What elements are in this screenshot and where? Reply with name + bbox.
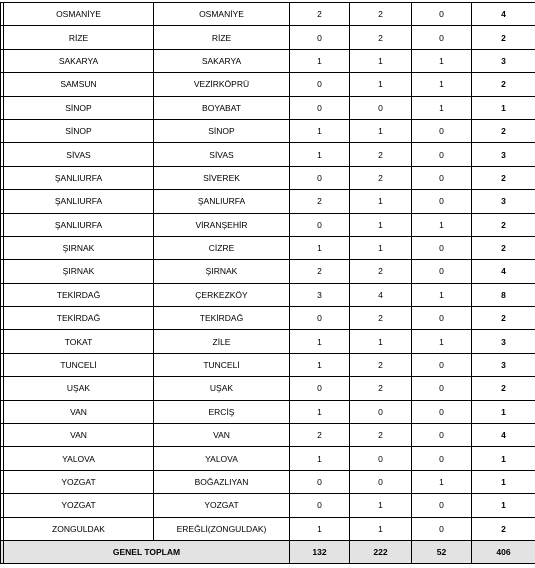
cell-col1: 1 bbox=[290, 236, 350, 259]
cell-col2: 1 bbox=[350, 236, 412, 259]
cell-il: OSMANİYE bbox=[4, 3, 154, 26]
cell-col1: 3 bbox=[290, 283, 350, 306]
table-row bbox=[1, 353, 535, 376]
cell-col1: 1 bbox=[290, 330, 350, 353]
cell-il: TUNCELİ bbox=[4, 353, 154, 376]
cell-col3: 0 bbox=[412, 424, 472, 447]
cell-ilce: YOZGAT bbox=[154, 494, 290, 517]
table-row bbox=[1, 307, 535, 330]
cell-il: VAN bbox=[4, 424, 154, 447]
cell-col3: 0 bbox=[412, 260, 472, 283]
total-grand: 406 bbox=[472, 540, 535, 563]
cell-il: VAN bbox=[4, 400, 154, 423]
table-row bbox=[1, 119, 535, 142]
cell-ilce: SİNOP bbox=[154, 119, 290, 142]
cell-col3: 1 bbox=[412, 73, 472, 96]
cell-il: UŞAK bbox=[4, 377, 154, 400]
table-row bbox=[1, 96, 535, 119]
cell-ilce: SİVAS bbox=[154, 143, 290, 166]
cell-total: 4 bbox=[472, 260, 535, 283]
cell-total: 1 bbox=[472, 400, 535, 423]
cell-col3: 0 bbox=[412, 377, 472, 400]
total-col3: 52 bbox=[412, 540, 472, 563]
cell-ilce: TEKİRDAĞ bbox=[154, 307, 290, 330]
table-row bbox=[1, 190, 535, 213]
cell-il: YOZGAT bbox=[4, 470, 154, 493]
cell-col3: 0 bbox=[412, 400, 472, 423]
cell-ilce: TUNCELİ bbox=[154, 353, 290, 376]
cell-col3: 1 bbox=[412, 283, 472, 306]
cell-ilce: CİZRE bbox=[154, 236, 290, 259]
cell-col3: 0 bbox=[412, 447, 472, 470]
cell-col2: 1 bbox=[350, 213, 412, 236]
cell-il: TEKİRDAĞ bbox=[4, 307, 154, 330]
table-row bbox=[1, 73, 535, 96]
cell-il: ŞIRNAK bbox=[4, 236, 154, 259]
cell-col1: 0 bbox=[290, 26, 350, 49]
cell-col2: 1 bbox=[350, 190, 412, 213]
cell-col2: 0 bbox=[350, 400, 412, 423]
cell-col2: 2 bbox=[350, 260, 412, 283]
cell-total: 8 bbox=[472, 283, 535, 306]
table-row bbox=[1, 400, 535, 423]
cell-col3: 1 bbox=[412, 96, 472, 119]
cell-il: ŞANLIURFA bbox=[4, 166, 154, 189]
cell-ilce: ZİLE bbox=[154, 330, 290, 353]
cell-col1: 0 bbox=[290, 307, 350, 330]
cell-ilce: ERCİŞ bbox=[154, 400, 290, 423]
cell-col2: 1 bbox=[350, 517, 412, 540]
cell-il: YOZGAT bbox=[4, 494, 154, 517]
cell-col2: 2 bbox=[350, 353, 412, 376]
cell-col1: 0 bbox=[290, 73, 350, 96]
cell-ilce: BOYABAT bbox=[154, 96, 290, 119]
cell-il: SİVAS bbox=[4, 143, 154, 166]
cell-col2: 2 bbox=[350, 377, 412, 400]
cell-col2: 0 bbox=[350, 447, 412, 470]
cell-col1: 2 bbox=[290, 424, 350, 447]
cell-col3: 0 bbox=[412, 190, 472, 213]
cell-col1: 1 bbox=[290, 447, 350, 470]
cell-col1: 1 bbox=[290, 119, 350, 142]
cell-ilce: VİRANŞEHİR bbox=[154, 213, 290, 236]
cell-col2: 1 bbox=[350, 330, 412, 353]
cell-il: TEKİRDAĞ bbox=[4, 283, 154, 306]
table-row bbox=[1, 26, 535, 49]
total-col2: 222 bbox=[350, 540, 412, 563]
cell-ilce: SİVEREK bbox=[154, 166, 290, 189]
cell-il: SAMSUN bbox=[4, 73, 154, 96]
cell-col2: 1 bbox=[350, 494, 412, 517]
cell-col2: 2 bbox=[350, 26, 412, 49]
cell-col1: 0 bbox=[290, 494, 350, 517]
cell-ilce: VAN bbox=[154, 424, 290, 447]
table-row bbox=[1, 494, 535, 517]
cell-total: 3 bbox=[472, 49, 535, 72]
cell-ilce: OSMANİYE bbox=[154, 3, 290, 26]
cell-total: 1 bbox=[472, 470, 535, 493]
table-row bbox=[1, 143, 535, 166]
table-body bbox=[1, 3, 535, 541]
table-row bbox=[1, 447, 535, 470]
cell-il: ŞIRNAK bbox=[4, 260, 154, 283]
table-row bbox=[1, 213, 535, 236]
cell-il: YALOVA bbox=[4, 447, 154, 470]
cell-total: 2 bbox=[472, 213, 535, 236]
cell-col3: 1 bbox=[412, 213, 472, 236]
cell-col1: 0 bbox=[290, 470, 350, 493]
cell-col1: 2 bbox=[290, 260, 350, 283]
cell-il: TOKAT bbox=[4, 330, 154, 353]
cell-total: 3 bbox=[472, 143, 535, 166]
table-row bbox=[1, 236, 535, 259]
cell-col1: 0 bbox=[290, 377, 350, 400]
cell-col1: 0 bbox=[290, 213, 350, 236]
cell-total: 2 bbox=[472, 119, 535, 142]
cell-ilce: YALOVA bbox=[154, 447, 290, 470]
total-row bbox=[1, 540, 535, 563]
total-label: GENEL TOPLAM bbox=[4, 540, 290, 563]
cell-col1: 2 bbox=[290, 190, 350, 213]
cell-col2: 0 bbox=[350, 96, 412, 119]
cell-col1: 1 bbox=[290, 517, 350, 540]
cell-col3: 0 bbox=[412, 166, 472, 189]
cell-col3: 0 bbox=[412, 353, 472, 376]
cell-ilce: VEZİRKÖPRÜ bbox=[154, 73, 290, 96]
cell-col2: 1 bbox=[350, 49, 412, 72]
cell-col2: 2 bbox=[350, 3, 412, 26]
table-row bbox=[1, 470, 535, 493]
cell-total: 1 bbox=[472, 96, 535, 119]
cell-total: 2 bbox=[472, 26, 535, 49]
cell-col3: 1 bbox=[412, 470, 472, 493]
cell-col3: 0 bbox=[412, 143, 472, 166]
cell-col1: 1 bbox=[290, 143, 350, 166]
cell-total: 2 bbox=[472, 517, 535, 540]
cell-il: ŞANLIURFA bbox=[4, 190, 154, 213]
cell-col2: 2 bbox=[350, 166, 412, 189]
cell-ilce: ŞANLIURFA bbox=[154, 190, 290, 213]
table-row bbox=[1, 49, 535, 72]
cell-total: 3 bbox=[472, 353, 535, 376]
cell-total: 1 bbox=[472, 494, 535, 517]
cell-il: RİZE bbox=[4, 26, 154, 49]
cell-col1: 1 bbox=[290, 353, 350, 376]
cell-il: SİNOP bbox=[4, 119, 154, 142]
cell-ilce: SAKARYA bbox=[154, 49, 290, 72]
cell-col2: 0 bbox=[350, 470, 412, 493]
cell-col2: 2 bbox=[350, 424, 412, 447]
total-col1: 132 bbox=[290, 540, 350, 563]
cell-col1: 1 bbox=[290, 400, 350, 423]
cell-col2: 2 bbox=[350, 307, 412, 330]
cell-col3: 0 bbox=[412, 494, 472, 517]
cell-col3: 0 bbox=[412, 3, 472, 26]
cell-total: 2 bbox=[472, 236, 535, 259]
cell-ilce: ŞIRNAK bbox=[154, 260, 290, 283]
data-table bbox=[0, 2, 535, 564]
cell-col3: 0 bbox=[412, 119, 472, 142]
cell-ilce: BOĞAZLIYAN bbox=[154, 470, 290, 493]
cell-total: 3 bbox=[472, 190, 535, 213]
cell-total: 4 bbox=[472, 3, 535, 26]
cell-total: 2 bbox=[472, 307, 535, 330]
cell-total: 3 bbox=[472, 330, 535, 353]
cell-total: 2 bbox=[472, 73, 535, 96]
table-row bbox=[1, 330, 535, 353]
cell-total: 1 bbox=[472, 447, 535, 470]
cell-col2: 4 bbox=[350, 283, 412, 306]
cell-ilce: RİZE bbox=[154, 26, 290, 49]
table-row bbox=[1, 3, 535, 26]
cell-total: 2 bbox=[472, 377, 535, 400]
cell-col3: 1 bbox=[412, 330, 472, 353]
cell-ilce: ÇERKEZKÖY bbox=[154, 283, 290, 306]
cell-col1: 0 bbox=[290, 166, 350, 189]
cell-col1: 2 bbox=[290, 3, 350, 26]
cell-col2: 1 bbox=[350, 119, 412, 142]
cell-il: SİNOP bbox=[4, 96, 154, 119]
table-row bbox=[1, 260, 535, 283]
cell-col3: 1 bbox=[412, 49, 472, 72]
cell-col1: 1 bbox=[290, 49, 350, 72]
cell-ilce: EREĞLİ(ZONGULDAK) bbox=[154, 517, 290, 540]
table-row bbox=[1, 283, 535, 306]
cell-col3: 0 bbox=[412, 307, 472, 330]
table-row bbox=[1, 377, 535, 400]
cell-total: 2 bbox=[472, 166, 535, 189]
cell-col3: 0 bbox=[412, 517, 472, 540]
cell-col2: 1 bbox=[350, 73, 412, 96]
cell-col1: 0 bbox=[290, 96, 350, 119]
cell-total: 4 bbox=[472, 424, 535, 447]
table-row bbox=[1, 517, 535, 540]
table-row bbox=[1, 166, 535, 189]
cell-col3: 0 bbox=[412, 26, 472, 49]
cell-il: ZONGULDAK bbox=[4, 517, 154, 540]
cell-col3: 0 bbox=[412, 236, 472, 259]
table-row bbox=[1, 424, 535, 447]
cell-il: SAKARYA bbox=[4, 49, 154, 72]
cell-col2: 2 bbox=[350, 143, 412, 166]
cell-ilce: UŞAK bbox=[154, 377, 290, 400]
cell-il: ŞANLIURFA bbox=[4, 213, 154, 236]
